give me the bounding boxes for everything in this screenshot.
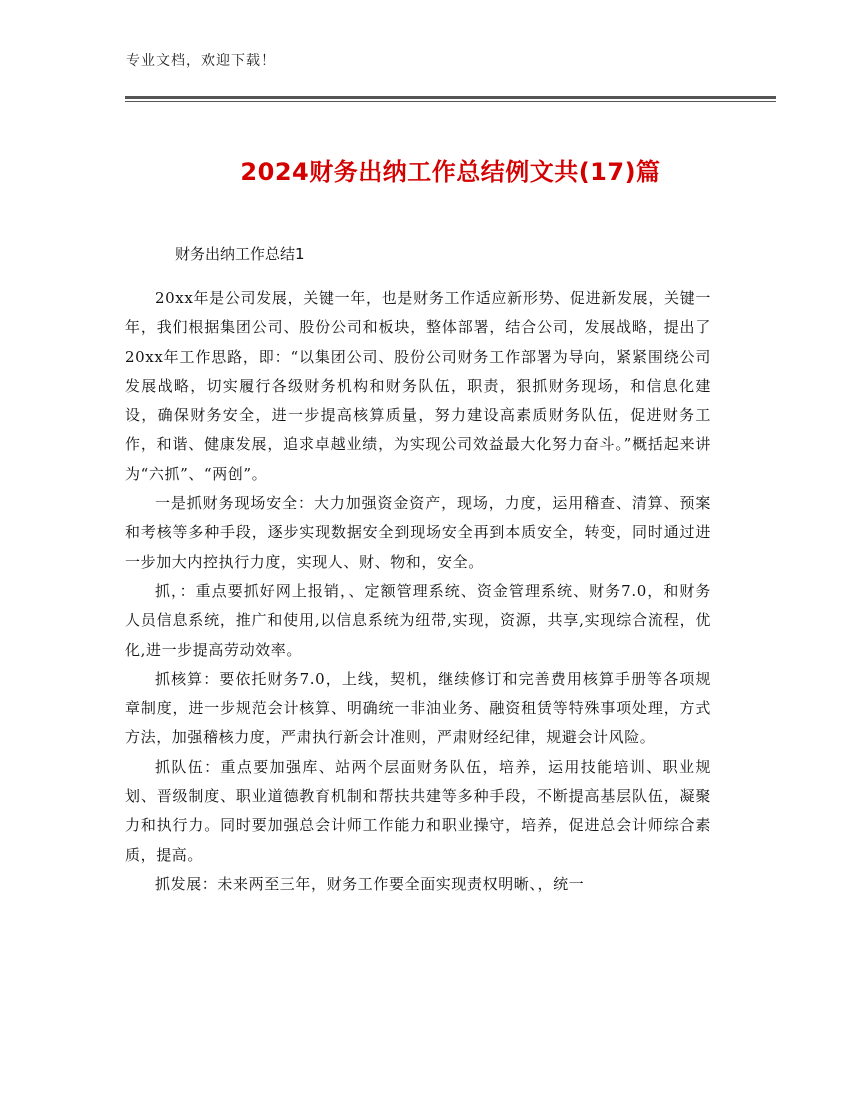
paragraph: 抓，：重点要抓好网上报销，、定额管理系统、资金管理系统、财务7.0，和财务人员信息系统，推广和使用,以信息系统为纽带,实现，资源，共享,实现综合流程，优化,进一步提高劳动效率。 <box>125 581 711 659</box>
header-rule-thin <box>125 101 776 102</box>
paragraph: 抓队伍：重点要加强库、站两个层面财务队伍，培养，运用技能培训、职业规划、晋级制度、职业道德教育机制和帮扶共建等多种手段，不断提高基层队伍，凝聚力和执行力。同时要加强总会计师工作能力和职业操守，培养，促进总会计师综合素质，提高。 <box>125 757 711 864</box>
paragraph: 一是抓财务现场安全：大力加强资金资产，现场，力度，运用稽查、清算、预案和考核等多种手段，逐步实现数据安全到现场安全再到本质安全，转变，同时通过进一步加大内控执行力度，实现人、财、物和，安全。 <box>125 494 711 571</box>
document-body <box>125 284 711 899</box>
paragraph: 抓核算：要依托财务7.0，上线，契机，继续修订和完善费用核算手册等各项规章制度，进一步规范会计核算、明确统一非油业务、融资租赁等特殊事项处理，方式方法，加强稽核力度，严肃执行新会计准则，严肃财经纪律，规避会计风险。 <box>125 669 711 747</box>
paragraph: 抓发展：未来两至三年，财务工作要全面实现责权明晰、，统一 <box>155 874 585 893</box>
document-title: 2024财务出纳工作总结例文共(17)篇 <box>240 158 661 186</box>
page-header-text: 专业文档，欢迎下载！ <box>126 53 276 69</box>
section-title: 财务出纳工作总结1 <box>175 245 305 263</box>
header-rule-thick <box>125 96 776 99</box>
paragraph: 20xx年是公司发展，关键一年，也是财务工作适应新形势、促进新发展，关键一年，我们根据集团公司、股份公司和板块，整体部署，结合公司，发展战略，提出了20xx年工作思路，即：“以集团公司、股份公司财务工作部署为导向，紧紧围绕公司发展战略，切实履行各级财务机构和财务队伍，职责，狠抓财务现场，和信息化建设，确保财务安全，进一步提高核算质量，努力建设高素质财务队伍，促进财务工作，和谐、健康发展，追求卓越业绩，为实现公司效益最大化努力奋斗。”概括起来讲为“六抓”、“两创”。 <box>125 289 711 483</box>
